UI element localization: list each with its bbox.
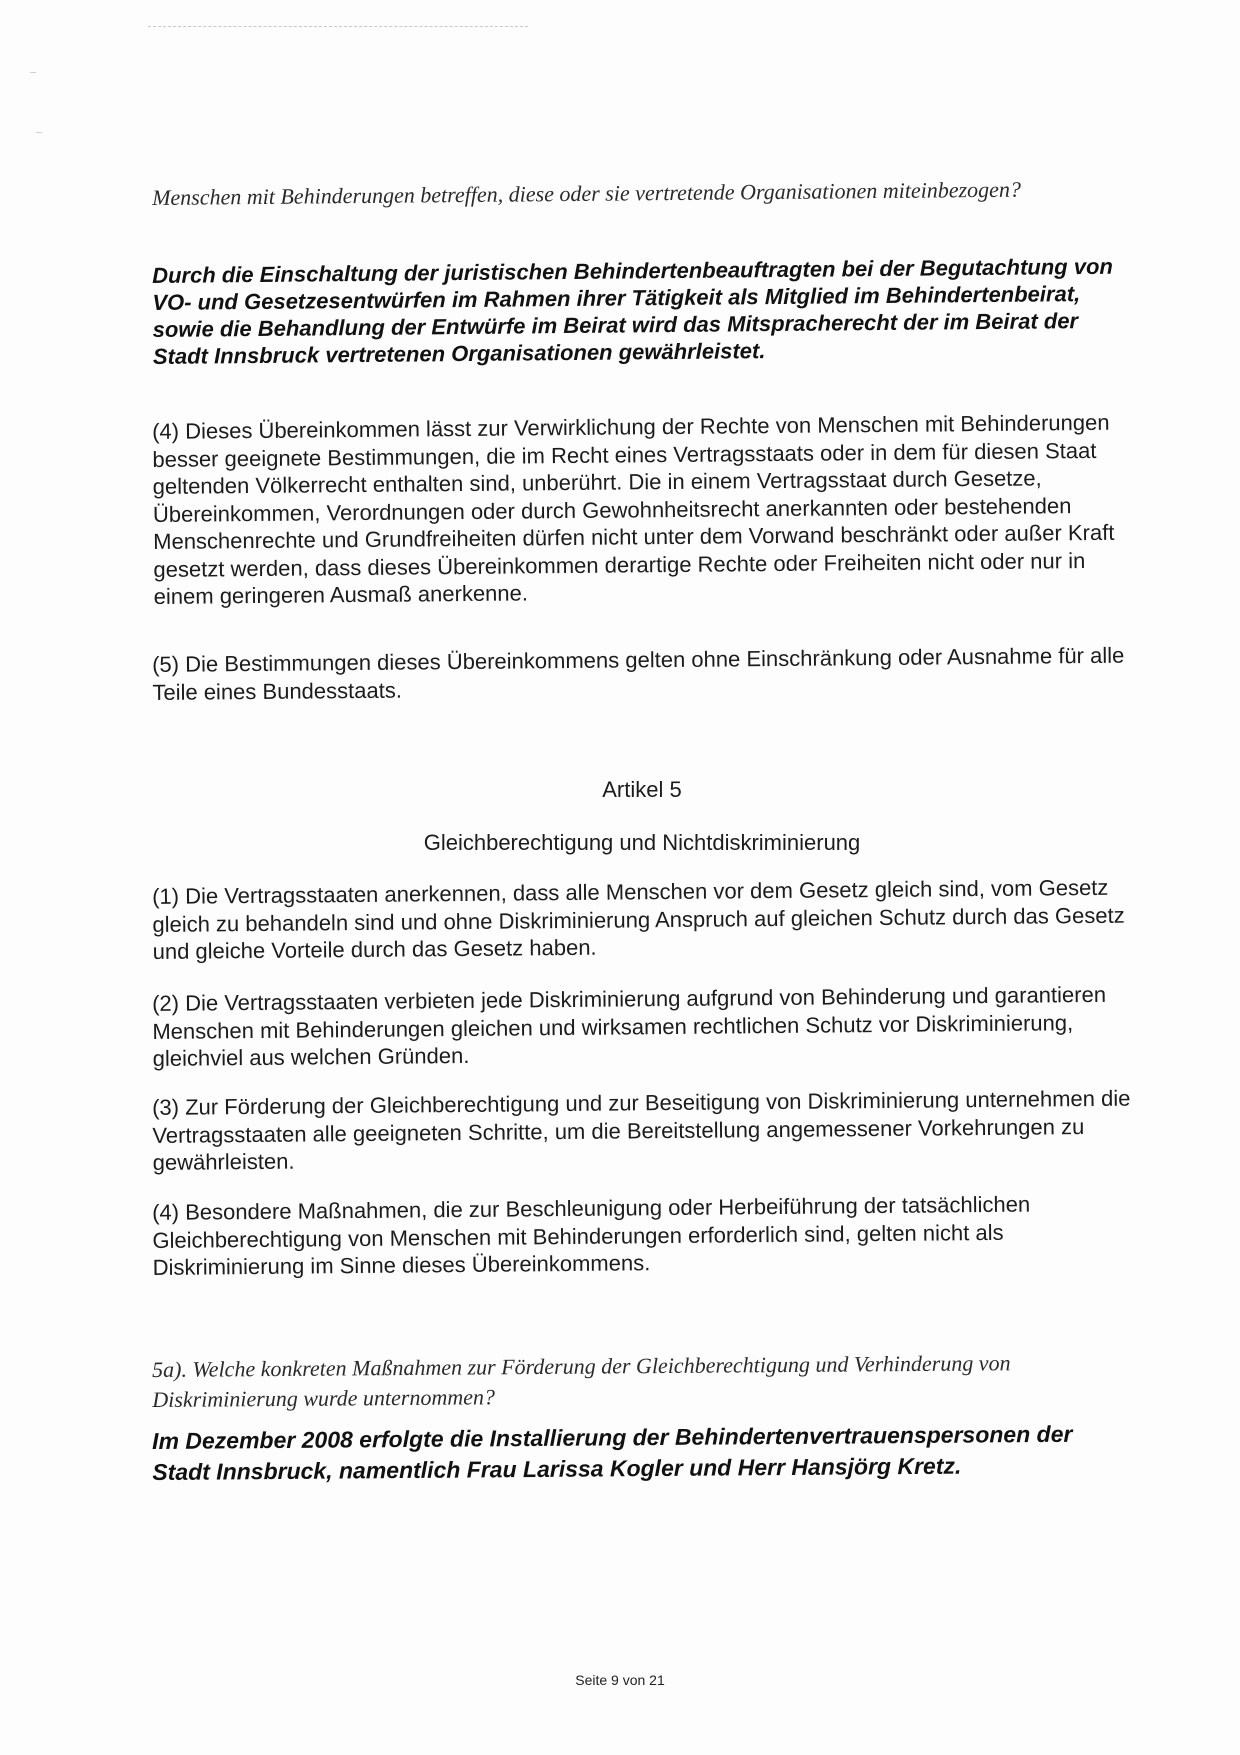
article-4-paragraph-4: (4) Dieses Übereinkommen lässt zur Verwirklichung der Rechte von Menschen mit Behinderungen besser geeignete Bestimmungen, die im Recht eines Vertragsstaats oder in dem für diesen Staat geltenden Völkerrecht enthalten sind, unberührt. Die in einem Vertragsstaat durch Gesetze, Übereinkommen, Verordnungen oder durch Gewohnheitsrecht anerkannten oder bestehenden Menschenrechte und Grundfreiheiten dürfen nicht unter dem Vorwand beschränkt oder außer Kraft gesetzt werden, dass dieses Übereinkommen derartige Rechte oder Freiheiten nicht oder nur in einem geringeren Ausmaß anerkenne. <box>152 409 1115 609</box>
scan-artifact-dot <box>36 132 42 133</box>
article-5-paragraph-4: (4) Besondere Maßnahmen, die zur Beschleunigung oder Herbeiführung der tatsächlichen Gleichberechtigung von Menschen mit Behinderungen erforderlich sind, gelten nicht als Diskriminierung im Sinne dieses Übereinkommens. <box>152 1191 1031 1280</box>
article-4-paragraph-5: (5) Die Bestimmungen dieses Übereinkommens gelten ohne Einschränkung oder Ausnahme für alle Teile eines Bundesstaats. <box>152 642 1125 705</box>
answer-5a: Im Dezember 2008 erfolgte die Installierung der Behindertenvertrauenspersonen der Stadt Innsbruck, namentlich Frau Larissa Kogler und Herr Hansjörg Kretz. <box>152 1420 1073 1485</box>
question-5a: 5a). Welche konkreten Maßnahmen zur Förderung der Gleichberechtigung und Verhinderung von Diskriminierung wurde unternommen? <box>152 1350 1011 1412</box>
article-5-paragraph-2: (2) Die Vertragsstaaten verbieten jede Diskriminierung aufgrund von Behinderung und garantieren Menschen mit Behinderungen gleichen und wirksamen rechtlichen Schutz vor Diskriminierung, gleichviel aus welchen Gründen. <box>152 981 1107 1071</box>
question-4-continuation: Menschen mit Behinderungen betreffen, diese oder sie vertretende Organisationen miteinbezogen? <box>152 176 1022 210</box>
article-5-title: Gleichberechtigung und Nichtdiskriminierung <box>423 830 861 855</box>
page-number: Seite 9 von 21 <box>575 1672 665 1688</box>
article-5-paragraph-3: (3) Zur Förderung der Gleichberechtigung und zur Beseitigung von Diskriminierung unternehmen die Vertragsstaaten alle geeigneten Schritte, um die Bereitstellung angemessener Vorkehrungen zu gewährleisten. <box>152 1085 1131 1175</box>
scan-artifact-line <box>148 26 528 27</box>
article-5-paragraph-1: (1) Die Vertragsstaaten anerkennen, dass alle Menschen vor dem Gesetz gleich sind, vom Gesetz gleich zu behandeln sind und ohne Diskriminierung Anspruch auf gleichen Schutz durch das Gesetz und gleiche Vorteile durch das Gesetz haben. <box>152 874 1125 964</box>
scan-artifact-dot <box>30 72 36 73</box>
answer-4: Durch die Einschaltung der juristischen Behindertenbeauftragten bei der Begutachtung von VO- und Gesetzesentwürfen im Rahmen ihrer Tätigkeit als Mitglied im Behindertenbeirat, sowie die Behandlung der Entwürfe im Beirat wird das Mitspracherecht der im Beirat der Stadt Innsbruck vertretenen Organisationen gewährleistet. <box>152 253 1114 369</box>
article-5-heading: Artikel 5 <box>602 777 682 802</box>
